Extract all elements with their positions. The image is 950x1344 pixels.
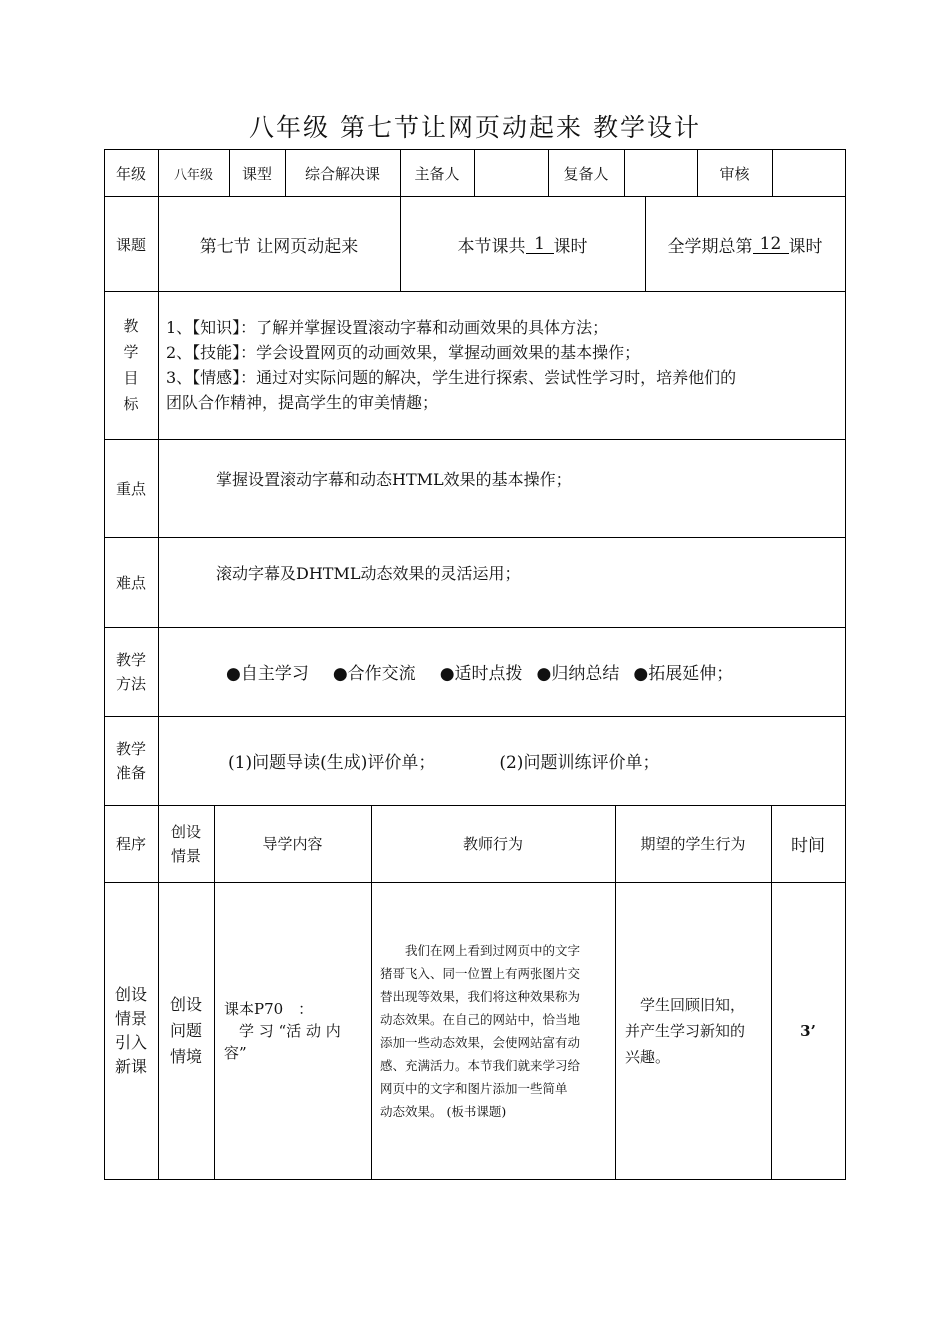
procedure-header: 程序 xyxy=(115,835,146,853)
page-title: 八年级 第七节让网页动起来 教学设计 xyxy=(249,113,701,142)
topic-value: 第七节 让网页动起来 xyxy=(199,236,359,257)
goals-label-char: 标 xyxy=(123,395,139,413)
goal-line: 1、【知识】：了解并掌握设置滚动字幕和动画效果的具体方法； xyxy=(166,318,609,337)
scenario-header-line: 情景 xyxy=(170,846,201,865)
guide-line: 容” xyxy=(224,1043,247,1062)
co-preparer-label: 复备人 xyxy=(563,164,609,183)
type-label: 课型 xyxy=(241,164,272,183)
lesson-count-post: 课时 xyxy=(553,236,588,257)
key-point-text: 掌握设置滚动字幕和动态HTML效果的基本操作； xyxy=(216,470,572,489)
method-item: ●自主学习 xyxy=(226,664,309,684)
goals-label xyxy=(104,291,158,439)
teacher-cell xyxy=(371,882,615,1179)
method-label-line: 教学 xyxy=(115,650,146,669)
method-item: ●合作交流 xyxy=(332,664,416,684)
scenario-line: 情境 xyxy=(169,1046,202,1066)
type-value: 综合解决课 xyxy=(304,164,380,183)
preparer-label: 主备人 xyxy=(414,164,460,183)
goal-line: 3、【情感】：通过对实际问题的解决，学生进行探索、尝试性学习时，培养他们的 xyxy=(166,368,737,387)
teacher-line: 动态效果。在自己的网站中，恰当地 xyxy=(380,1011,581,1027)
procedure-cell xyxy=(104,882,158,1179)
difficulty-label: 难点 xyxy=(115,573,146,592)
preparation-item: (2)问题训练评价单； xyxy=(499,753,660,773)
procedure-line: 创设 xyxy=(114,984,147,1004)
teacher-line: 动态效果。 (板书课题) xyxy=(380,1103,507,1119)
goals-label-char: 目 xyxy=(123,369,139,387)
procedure-line: 引入 xyxy=(114,1032,147,1052)
guide-header: 导学内容 xyxy=(262,835,323,853)
grade-label: 年级 xyxy=(115,164,146,183)
term-count-pre: 全学期总第 xyxy=(667,236,753,257)
scenario-line: 创设 xyxy=(169,994,202,1014)
term-count-value: 12 xyxy=(753,235,789,254)
table-border xyxy=(104,1179,846,1180)
student-line: 兴趣。 xyxy=(625,1047,671,1066)
guide-cell xyxy=(214,882,371,1179)
key-point-label: 重点 xyxy=(115,479,146,498)
preparation-items xyxy=(158,716,845,805)
scenario-header-line: 创设 xyxy=(170,822,201,841)
lesson-count-value: 1 xyxy=(526,235,554,254)
scenario-cell xyxy=(158,882,214,1179)
student-line: 学生回顾旧知， xyxy=(625,995,746,1014)
reviewer-label: 审核 xyxy=(719,164,750,183)
method-items xyxy=(158,627,845,716)
lesson-count xyxy=(400,196,645,292)
term-count xyxy=(645,196,845,292)
method-label-line: 方法 xyxy=(115,674,146,693)
teacher-line: 感、充满活力。本节我们就来学习给 xyxy=(380,1057,581,1073)
goals-label-char: 学 xyxy=(123,343,139,361)
teacher-header: 教师行为 xyxy=(462,835,523,853)
procedure-line: 新课 xyxy=(114,1056,147,1076)
teacher-line: 我们在网上看到过网页中的文字 xyxy=(380,942,581,958)
time-header: 时间 xyxy=(791,836,825,856)
method-item: ●适时点拨 xyxy=(439,664,523,684)
preparation-item: (1)问题导读(生成)评价单； xyxy=(228,753,436,773)
preparer-value xyxy=(474,149,548,197)
method-item: ●拓展延伸； xyxy=(633,664,734,684)
student-cell xyxy=(615,882,771,1179)
teacher-line: 网页中的文字和图片添加一些简单 xyxy=(380,1080,568,1096)
method-label xyxy=(104,627,158,716)
teacher-line: 替出现等效果，我们将这种效果称为 xyxy=(380,988,581,1004)
goals-content xyxy=(158,291,845,439)
co-preparer-value xyxy=(624,149,697,197)
lesson-count-pre: 本节课共 xyxy=(457,236,526,257)
preparation-label-line: 教学 xyxy=(115,739,146,758)
table-border xyxy=(845,149,846,1180)
procedure-line: 情景 xyxy=(114,1008,147,1028)
preparation-label xyxy=(104,716,158,805)
guide-line: 学 习 “活 动 内 xyxy=(224,1021,341,1040)
grade-value: 八年级 xyxy=(173,167,213,183)
guide-line: 课本P70 ： xyxy=(224,999,314,1018)
topic-label: 课题 xyxy=(115,235,146,254)
goal-line: 2、【技能】：学会设置网页的动画效果，掌握动画效果的基本操作； xyxy=(166,343,641,362)
time-cell: 3’ xyxy=(800,1021,816,1040)
difficulty-text: 滚动字幕及DHTML动态效果的灵活运用； xyxy=(216,564,521,583)
goal-line: 团队合作精神，提高学生的审美情趣； xyxy=(166,393,439,412)
scenario-line: 问题 xyxy=(169,1020,202,1040)
teacher-line: 猪哥飞入、同一位置上有两张图片交 xyxy=(380,965,581,981)
teacher-line: 添加一些动态效果，会使网站富有动 xyxy=(380,1034,581,1050)
student-header: 期望的学生行为 xyxy=(640,835,746,853)
student-line: 并产生学习新知的 xyxy=(625,1021,746,1040)
method-item: ●归纳总结 xyxy=(536,664,620,684)
goals-label-char: 教 xyxy=(123,317,139,335)
reviewer-value xyxy=(772,149,845,197)
scenario-header xyxy=(158,805,214,882)
term-count-post: 课时 xyxy=(788,236,823,257)
preparation-label-line: 准备 xyxy=(115,763,146,782)
